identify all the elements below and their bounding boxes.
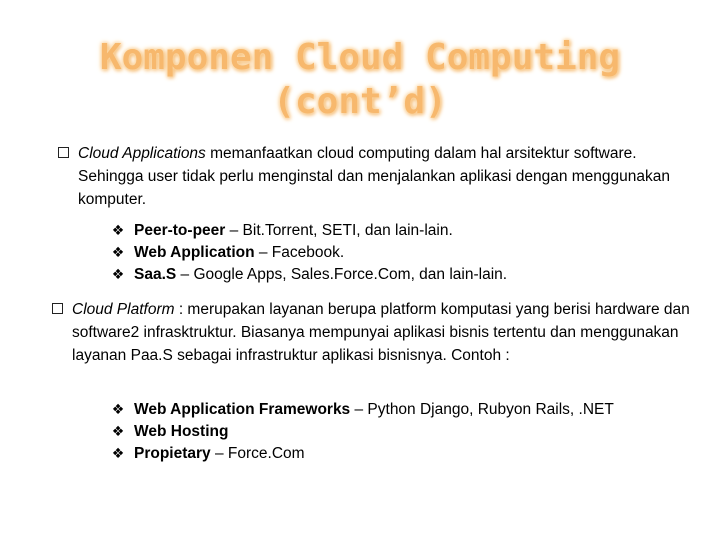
list-item: [110, 443, 614, 465]
section-cloud-platform: [72, 298, 702, 367]
item-text: – Python Django, Rubyon Rails, .NET: [350, 401, 614, 418]
section-cloud-applications: [78, 142, 698, 211]
section1-list: [110, 220, 507, 286]
item-text: – Force.Com: [210, 445, 305, 462]
section-term: Cloud Applications: [78, 145, 206, 162]
slide-title: [0, 36, 720, 124]
item-text: – Facebook.: [254, 244, 345, 261]
checkbox-square-icon: [52, 303, 63, 314]
section-term: Cloud Platform: [72, 301, 175, 318]
list-item: [110, 220, 507, 242]
diamond-bullet-icon: ❖: [111, 223, 125, 239]
checkbox-square-icon: [58, 147, 69, 158]
section2-list: [110, 399, 614, 465]
list-item: [110, 399, 614, 421]
item-term: Web Hosting: [134, 423, 229, 440]
diamond-bullet-icon: ❖: [111, 424, 125, 440]
diamond-bullet-icon: ❖: [111, 402, 125, 418]
item-term: Web Application Frameworks: [134, 401, 351, 418]
list-item: [110, 421, 614, 443]
diamond-bullet-icon: ❖: [111, 446, 125, 462]
item-term: Propietary: [134, 445, 211, 462]
item-text: – Bit.Torrent, SETI, dan lain-lain.: [225, 222, 453, 239]
item-text: – Google Apps, Sales.Force.Com, dan lain-lain.: [176, 266, 508, 283]
diamond-bullet-icon: ❖: [111, 267, 125, 283]
list-item: [110, 264, 507, 286]
item-term: Web Application: [134, 244, 255, 261]
slide-title-line2: (cont’d): [273, 81, 447, 122]
list-item: [110, 242, 507, 264]
section-text: : merupakan layanan berupa platform komputasi yang berisi hardware dan software2 infrasktruktur. Biasanya mempunyai aplikasi bisnis tertentu dan menggunakan layanan Paa.S sebagai infrastruktur aplikasi bisnisnya. Contoh :: [72, 301, 690, 364]
section-text: memanfaatkan cloud computing dalam hal arsitektur software. Sehingga user tidak perlu menginstal dan menjalankan aplikasi dengan menggunakan komputer.: [78, 145, 670, 208]
item-term: Peer-to-peer: [134, 222, 226, 239]
item-term: Saa.S: [134, 266, 177, 283]
diamond-bullet-icon: ❖: [111, 245, 125, 261]
slide-title-line1: Komponen Cloud Computing: [99, 37, 621, 78]
